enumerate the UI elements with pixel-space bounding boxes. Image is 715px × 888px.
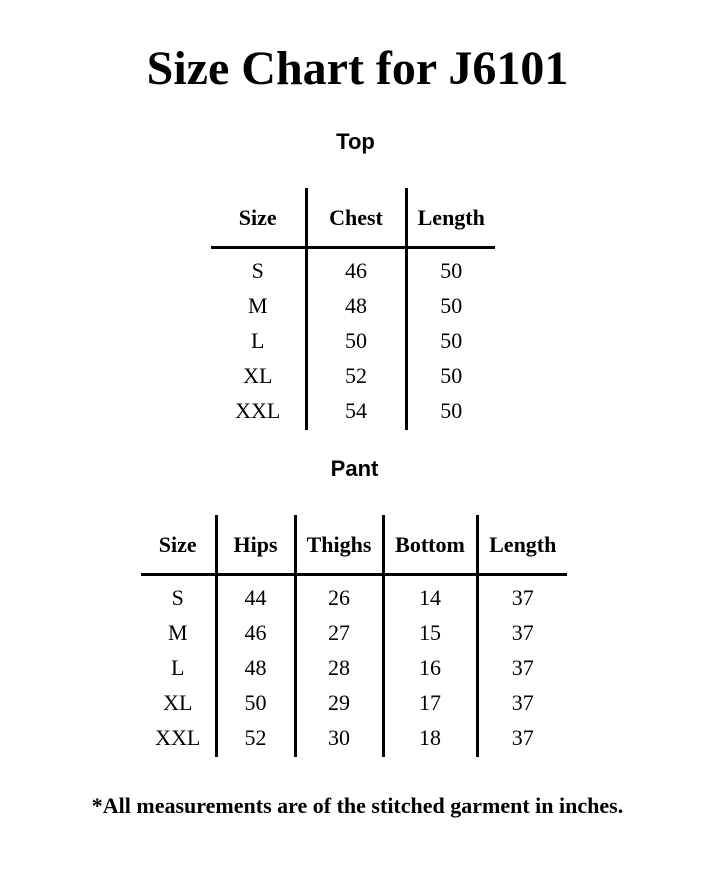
column-header-length: Length — [477, 515, 567, 575]
thighs-cell: 27 — [295, 615, 383, 650]
table-row — [211, 288, 495, 323]
column-header-bottom: Bottom — [383, 515, 477, 575]
table-row — [211, 358, 495, 393]
top-size-table — [211, 188, 495, 430]
size-cell: M — [141, 615, 216, 650]
chest-cell: 52 — [306, 358, 406, 393]
thighs-cell: 28 — [295, 650, 383, 685]
column-header-size: Size — [211, 188, 306, 248]
column-header-hips: Hips — [216, 515, 295, 575]
bottom-cell: 18 — [383, 720, 477, 757]
table-row — [141, 650, 567, 685]
size-cell: L — [141, 650, 216, 685]
thighs-cell: 30 — [295, 720, 383, 757]
length-cell: 50 — [440, 397, 463, 423]
size-cell: XXL — [211, 393, 306, 430]
length-cell: 37 — [511, 619, 534, 645]
length-cell: 50 — [440, 327, 463, 353]
table-row — [141, 615, 567, 650]
pant-section-title: Pant — [330, 456, 379, 481]
pant-size-table — [141, 515, 567, 757]
table-row — [141, 685, 567, 720]
top-section-title: Top — [336, 129, 375, 154]
size-cell: XL — [141, 685, 216, 720]
table-header-row — [211, 188, 495, 248]
table-row — [211, 248, 495, 289]
length-cell: 37 — [511, 654, 534, 680]
size-cell: S — [211, 248, 306, 289]
chest-cell: 46 — [306, 248, 406, 289]
page-title: Size Chart for J6101 — [146, 42, 569, 95]
length-cell: 37 — [511, 724, 534, 750]
table-header-row — [141, 515, 567, 575]
hips-cell: 50 — [216, 685, 295, 720]
size-cell: XXL — [141, 720, 216, 757]
table-row — [211, 323, 495, 358]
size-cell: XL — [211, 358, 306, 393]
length-cell: 50 — [440, 362, 463, 388]
hips-cell: 52 — [216, 720, 295, 757]
hips-cell: 44 — [216, 575, 295, 616]
column-header-thighs: Thighs — [295, 515, 383, 575]
chest-cell: 54 — [306, 393, 406, 430]
size-cell: L — [211, 323, 306, 358]
measurement-footnote: *All measurements are of the stitched garment in inches. — [91, 793, 624, 818]
size-cell: M — [211, 288, 306, 323]
bottom-cell: 14 — [383, 575, 477, 616]
length-cell: 50 — [440, 292, 463, 318]
thighs-cell: 29 — [295, 685, 383, 720]
bottom-cell: 15 — [383, 615, 477, 650]
chest-cell: 48 — [306, 288, 406, 323]
thighs-cell: 26 — [295, 575, 383, 616]
length-cell: 37 — [511, 689, 534, 715]
table-row — [211, 393, 495, 430]
column-header-length: Length — [406, 188, 495, 248]
table-row — [141, 575, 567, 616]
hips-cell: 48 — [216, 650, 295, 685]
bottom-cell: 16 — [383, 650, 477, 685]
length-cell: 50 — [440, 257, 463, 283]
column-header-size: Size — [141, 515, 216, 575]
length-cell: 37 — [511, 584, 534, 610]
column-header-chest: Chest — [306, 188, 406, 248]
chest-cell: 50 — [306, 323, 406, 358]
table-row — [141, 720, 567, 757]
hips-cell: 46 — [216, 615, 295, 650]
size-cell: S — [141, 575, 216, 616]
bottom-cell: 17 — [383, 685, 477, 720]
